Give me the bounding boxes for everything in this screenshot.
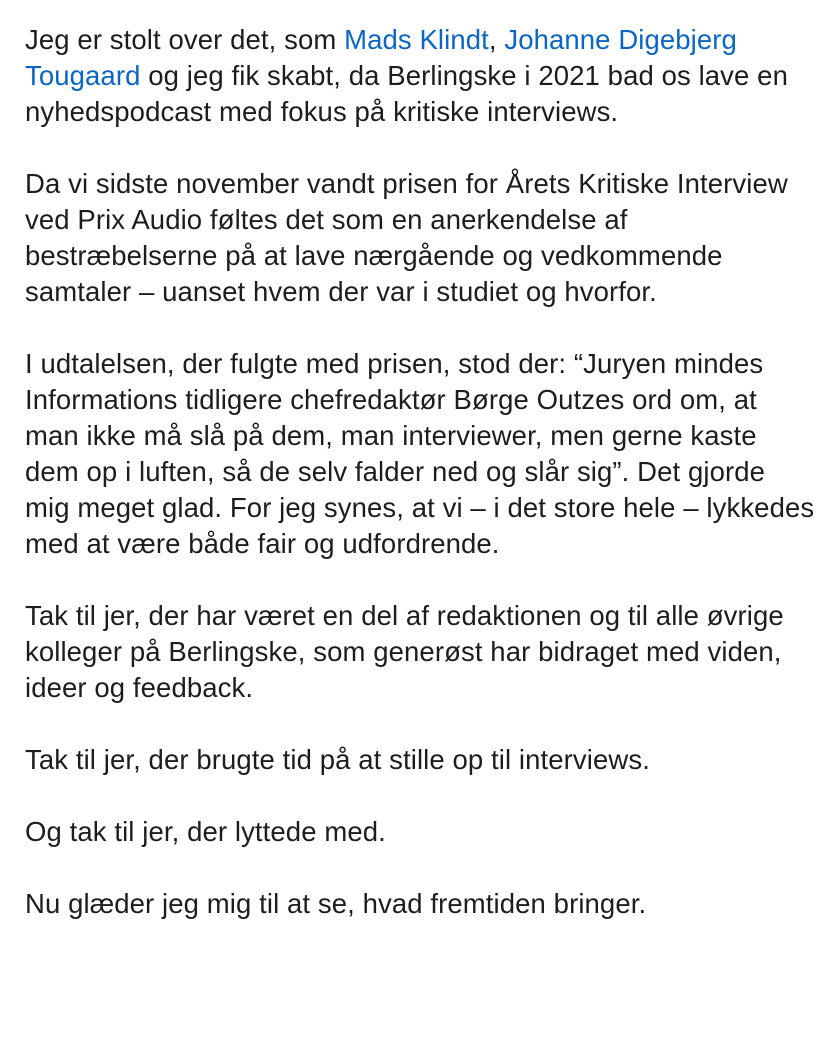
paragraph-thanks-listeners: Og tak til jer, der lyttede med. [25, 816, 386, 847]
paragraph-award: Da vi sidste november vandt prisen for Årets Kritiske Interview ved Prix Audio føltes det som en anerkendelse af bestræbelserne på at lave nærgående og vedkommende samtaler – uanset hvem der var i studiet og hvorfor. [25, 168, 788, 307]
mention-separator: , [488, 24, 505, 55]
mention-mads-klindt[interactable]: Mads Klindt [344, 24, 489, 55]
intro-rest: og jeg fik skabt, da Berlingske i 2021 bad os lave en nyhedspodcast med fokus på kritiske interviews. [25, 60, 788, 127]
intro-text: Jeg er stolt over det, som [25, 24, 345, 55]
paragraph-thanks-interviewees: Tak til jer, der brugte tid på at stille op til interviews. [25, 744, 650, 775]
paragraph-intro [25, 22, 815, 130]
paragraph-thanks-colleagues: Tak til jer, der har været en del af redaktionen og til alle øvrige kolleger på Berlingske, som generøst har bidraget med viden, ideer og feedback. [25, 600, 784, 703]
paragraph-future: Nu glæder jeg mig til at se, hvad fremtiden bringer. [25, 888, 647, 919]
post-body [25, 22, 815, 958]
mention-johanne-digebjerg-tougaard[interactable]: Johanne Digebjerg Tougaard [25, 24, 737, 91]
paragraph-jury-statement: I udtalelsen, der fulgte med prisen, stod der: “Juryen mindes Informations tidligere chefredaktør Børge Outzes ord om, at man ikke må slå på dem, man interviewer, men gerne kaste dem op i luften, så de selv falder ned og slår sig”. Det gjorde mig meget glad. For jeg synes, at vi – i det store hele – lykkedes med at være både fair og udfordrende. [25, 348, 815, 559]
